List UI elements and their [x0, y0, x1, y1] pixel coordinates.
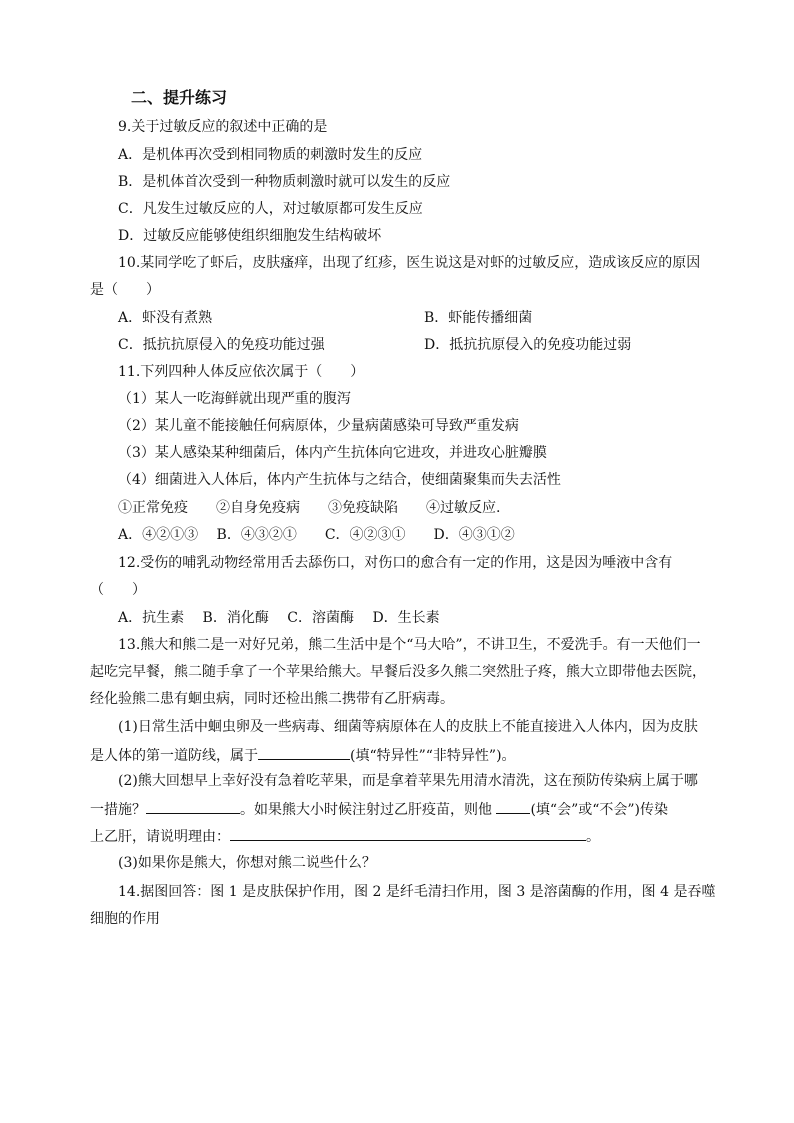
q13-sub2-line3 — [90, 826, 600, 846]
q13-para-line2: 起吃完早餐，熊二随手拿了一个苹果给熊大。早餐后没多久熊二突然肚子疼，熊大立即带他去医院， — [90, 664, 706, 680]
q10-option-d: D．抵抗抗原侵入的免疫功能过弱 — [424, 337, 632, 353]
q13-para-line3: 经化验熊二患有蛔虫病，同时还检出熊二携带有乙肝病毒。 — [90, 691, 454, 707]
q12-stem-line2: （ ） — [90, 582, 146, 598]
q13-sub2-measure-blank[interactable] — [146, 799, 240, 814]
q13-para-line1: 13.熊大和熊二是一对好兄弟，熊二生活中是个“马大哈”，不讲卫生，不爱洗手。有一天他们一 — [118, 637, 701, 653]
q10-stem-line2: 是（ ） — [90, 282, 160, 298]
q9-option-a: A．是机体再次受到相同物质的刺激时发生的反应 — [118, 147, 423, 163]
q13-sub2-line2 — [90, 799, 668, 819]
section-title: 二、提升练习 — [131, 88, 228, 107]
q11-item-4: （4）细菌进入人体后，体内产生抗体与之结合，使细菌聚集而失去活性 — [118, 472, 561, 488]
q13-sub1-text-b: (填“特异性”“非特异性”)。 — [350, 748, 516, 764]
q13-sub2-reason-blank[interactable] — [230, 826, 586, 841]
q14-line2: 细胞的作用 — [90, 911, 160, 927]
q13-sub3: (3)如果你是熊大，你想对熊二说些什么？ — [118, 855, 376, 871]
q11-item-2: （2）某儿童不能接触任何病原体，少量病菌感染可导致严重发病 — [118, 418, 519, 434]
q10-option-a: A．虾没有煮熟 — [118, 310, 213, 326]
q13-sub1-line2 — [90, 745, 516, 765]
q13-sub1-line1: (1)日常生活中蛔虫卵及一些病毒、细菌等病原体在人的皮肤上不能直接进入人体内，因为皮肤 — [118, 719, 698, 735]
q13-sub2-text-e: 。 — [586, 829, 600, 845]
q10-option-b: B．虾能传播细菌 — [424, 310, 533, 326]
q9-option-c: C．凡发生过敏反应的人，对过敏原都可发生反应 — [118, 201, 423, 217]
q13-sub2-text-a: 一措施？ — [90, 802, 146, 818]
q13-sub2-will-blank[interactable] — [496, 799, 530, 814]
q10-option-c: C．抵抗抗原侵入的免疫功能过强 — [118, 337, 325, 353]
q13-sub2-text-b: 。如果熊大小时候注射过乙肝疫苗，则他 — [240, 802, 497, 818]
q9-stem: 9.关于过敏反应的叙述中正确的是 — [118, 119, 328, 135]
q13-sub2-text-c: (填“会”或“不会”)传染 — [530, 802, 669, 818]
q10-stem-line1: 10.某同学吃了虾后，皮肤瘙痒，出现了红疹，医生说这是对虾的过敏反应，造成该反应的原因 — [118, 255, 701, 271]
q9-option-d: D．过敏反应能够使组织细胞发生结构破坏 — [118, 228, 382, 244]
q11-item-3: （3）某人感染某种细菌后，体内产生抗体向它进攻，并进攻心脏瓣膜 — [118, 445, 547, 461]
q11-types: ①正常免疫 ②自身免疫病 ③免疫缺陷 ④过敏反应. — [118, 500, 501, 516]
q13-sub1-text-a: 是人体的第一道防线，属于 — [90, 748, 258, 764]
q14-line1: 14.据图回答：图 1 是皮肤保护作用，图 2 是纤毛清扫作用，图 3 是溶菌酶的作用，图 4 是吞噬 — [118, 884, 716, 900]
q13-sub2-line1: (2)熊大回想早上幸好没有急着吃苹果，而是拿着苹果先用清水清洗，这在预防传染病上属于哪 — [118, 773, 698, 789]
q11-item-1: （1）某人一吃海鲜就出现严重的腹泻 — [118, 391, 351, 407]
q12-stem-line1: 12.受伤的哺乳动物经常用舌去舔伤口，对伤口的愈合有一定的作用，这是因为唾液中含有 — [118, 555, 673, 571]
q12-options: A．抗生素 B．消化酶 C．溶菌酶 D．生长素 — [118, 610, 440, 626]
q11-options: A．④②①③ B．④③②① C．④②③① D．④③①② — [118, 527, 515, 543]
q13-sub2-text-d: 上乙肝，请说明理由： — [90, 829, 230, 845]
q13-sub1-answer-blank[interactable] — [258, 745, 350, 760]
q11-stem: 11.下列四种人体反应依次属于（ ） — [118, 364, 365, 380]
q9-option-b: B．是机体首次受到一种物质刺激时就可以发生的反应 — [118, 174, 451, 190]
